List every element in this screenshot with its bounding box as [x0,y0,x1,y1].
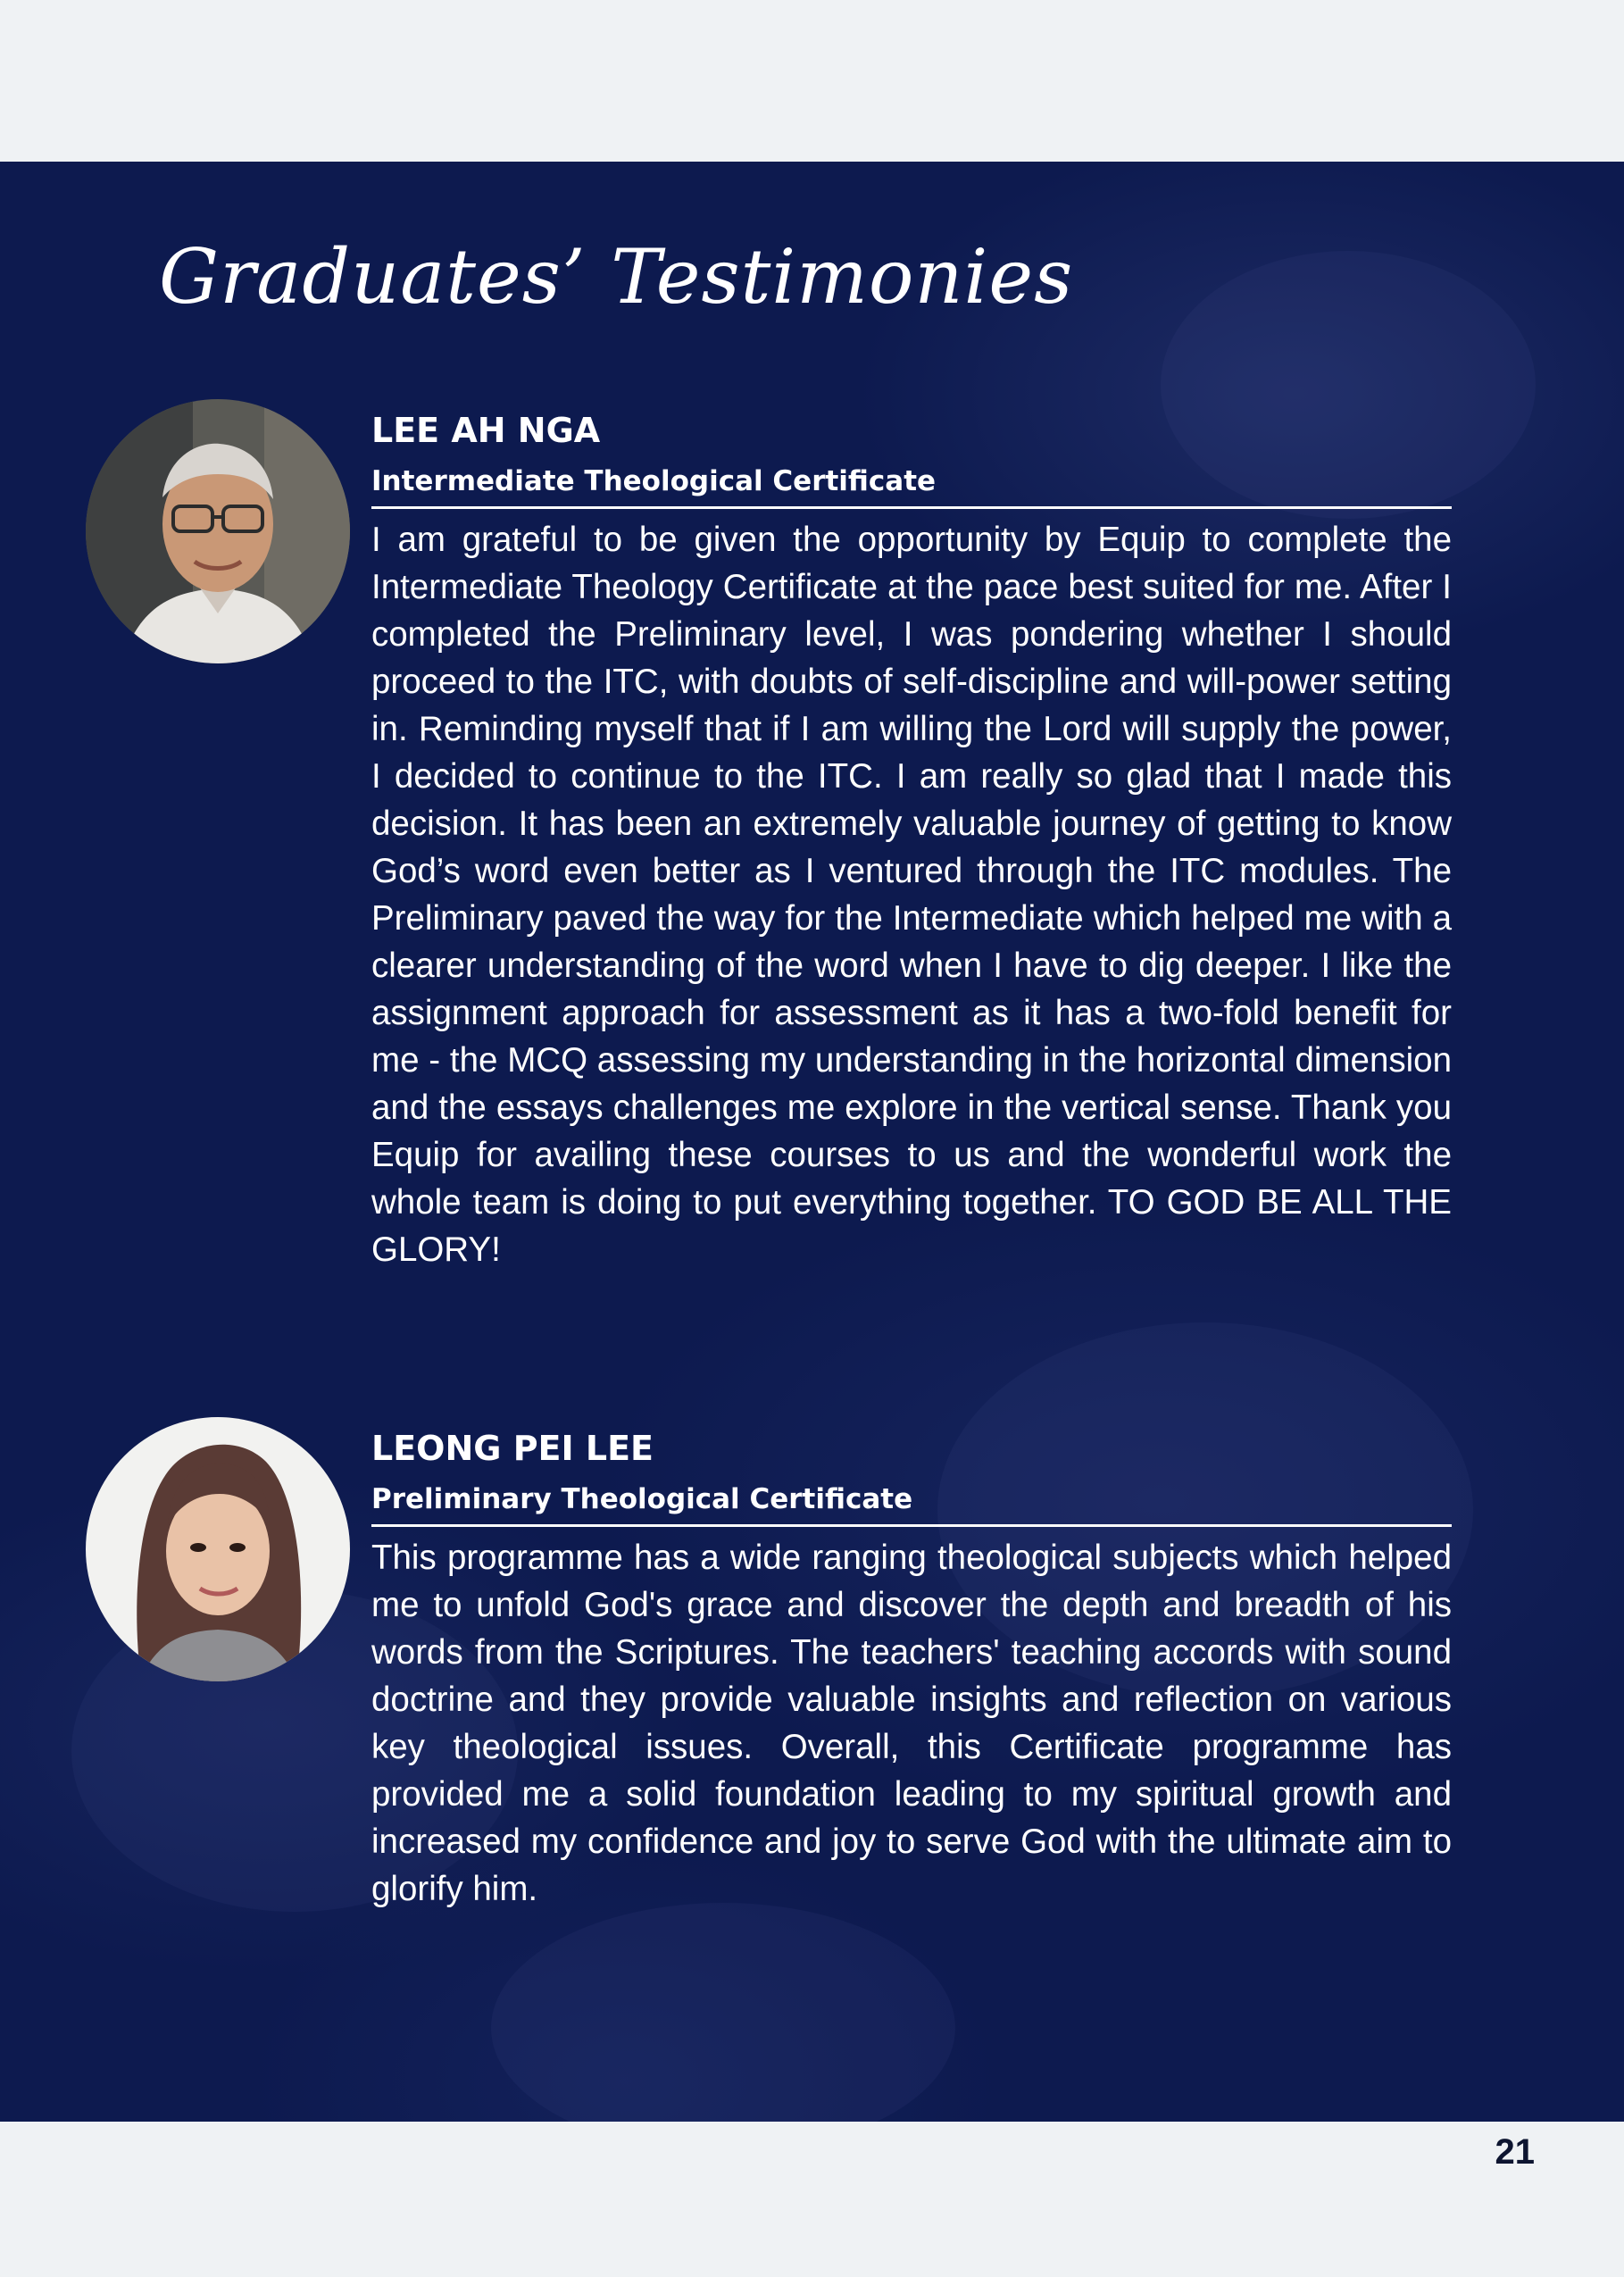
certificate-name: Intermediate Theological Certificate [371,463,1452,509]
page-title: Graduates’ Testimonies [159,233,1074,321]
avatar-lee-ah-nga [86,399,350,663]
testimonial-card [371,1428,1452,1913]
testimonial-text: This programme has a wide ranging theological subjects which helped me to unfold God's grace and discover the depth and breadth of his words from the Scriptures. The teachers' teaching accords with sound doctrine and they provide valuable insights and reflection on various key theological issues. Overall, this Certificate programme has provided me a solid foundation leading to my spiritual growth and increased my confidence and joy to serve God with the ultimate aim to glorify him. [371,1539,1452,1908]
testimonial-card [371,410,1452,1273]
testimonials-panel [0,162,1624,2122]
page-number: 21 [1495,2132,1535,2172]
portrait-photo [86,1417,350,1681]
certificate-name: Preliminary Theological Certificate [371,1481,1452,1527]
testimonial-text: I am grateful to be given the opportunity by Equip to complete the Intermediate Theology Certificate at the pace best suited for me. After I completed the Preliminary level, I was pondering whether I should proceed to the ITC, with doubts of self-discipline and will-power setting in. Reminding myself that if I am willing the Lord will supply the power, I decided to continue to the ITC. I am really so glad that I made this decision. It has been an extremely valuable journey of getting to know God’s word even better as I ventured through the ITC modules. The Preliminary paved the way for the Intermediate which helped me with a clearer understanding of the word when I have to dig deeper. I like the assignment approach for assessment as it has a two-fold benefit for me - the MCQ assessing my understanding in the horizontal dimension and the essays challenges me explore in the vertical sense. Thank you Equip for availing these courses to us and the wonderful work the whole team is doing to put everything together. TO GOD BE ALL THE GLORY! [371,521,1452,1269]
graduate-name: LEE AH NGA [371,411,601,450]
avatar-leong-pei-lee [86,1417,350,1681]
background-bokeh [491,1903,955,2122]
portrait-photo [86,399,350,663]
graduate-name: LEONG PEI LEE [371,1429,654,1468]
